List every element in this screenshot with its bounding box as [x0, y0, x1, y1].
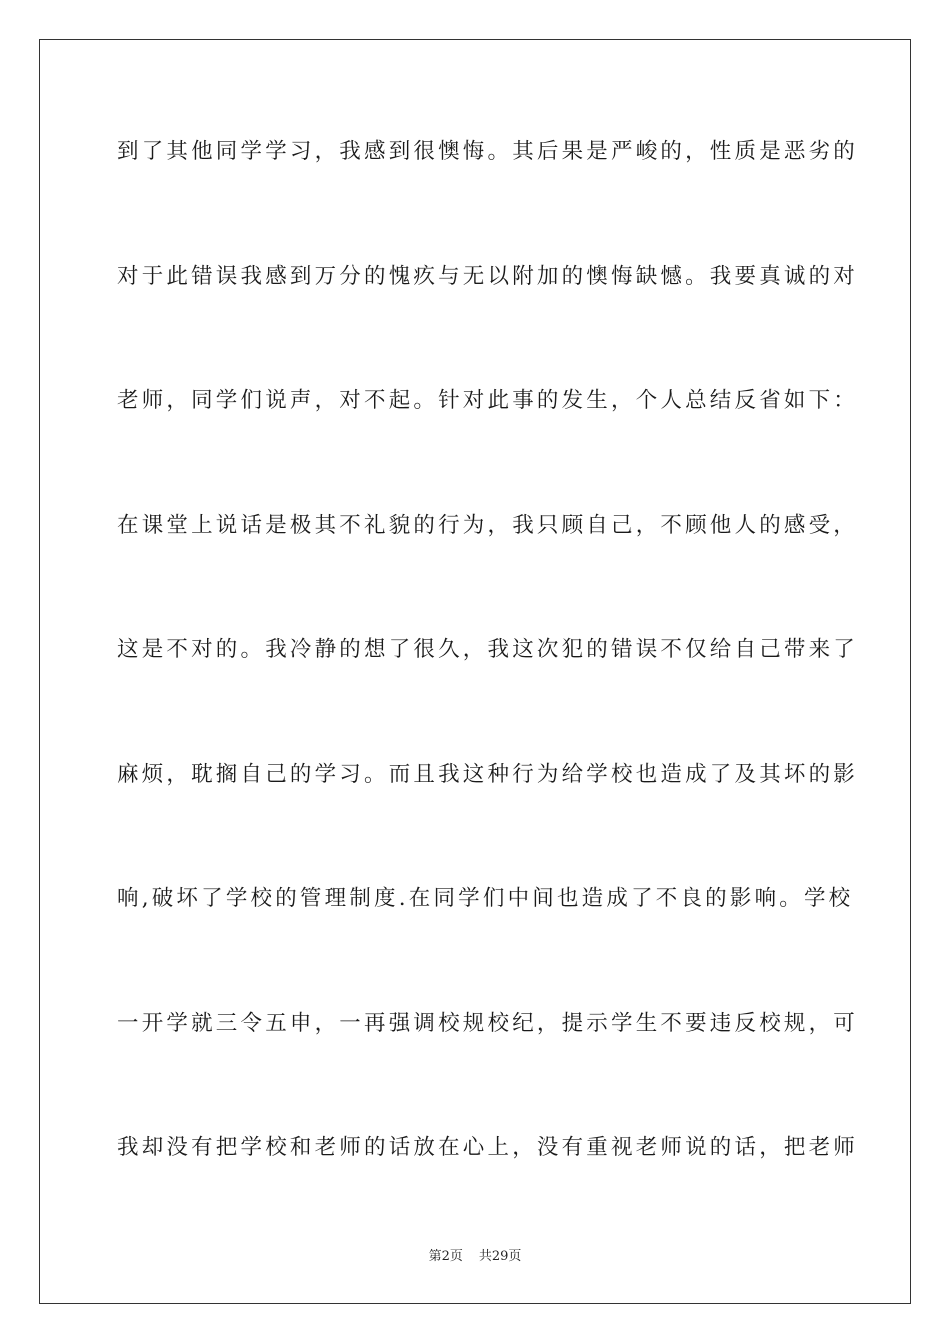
text-line: 麻烦，耽搁自己的学习。而且我这种行为给学校也造成了及其坏的影 [117, 761, 859, 787]
page-number: 第2页 [428, 1249, 463, 1264]
text-line: 响,破坏了学校的管理制度.在同学们中间也造成了不良的影响。学校 [117, 886, 854, 911]
page-footer [0, 1245, 950, 1264]
document-body [117, 128, 859, 1249]
text-line: 这是不对的。我冷静的想了很久，我这次犯的错误不仅给自己带来了 [117, 637, 859, 662]
text-line: 我却没有把学校和老师的话放在心上，没有重视老师说的话，把老师 [117, 1135, 859, 1160]
text-line: 对于此错误我感到万分的愧疚与无以附加的懊悔缺憾。我要真诚的对 [117, 263, 859, 289]
text-line: 老师，同学们说声，对不起。针对此事的发生，个人总结反省如下： [117, 388, 859, 413]
text-line: 在课堂上说话是极其不礼貌的行为，我只顾自己，不顾他人的感受， [117, 512, 859, 538]
page-total: 共29页 [478, 1249, 522, 1264]
text-line: 一开学就三令五申，一再强调校规校纪，提示学生不要违反校规，可 [117, 1010, 859, 1036]
text-line: 到了其他同学学习，我感到很懊悔。其后果是严峻的，性质是恶劣的 [117, 139, 859, 164]
